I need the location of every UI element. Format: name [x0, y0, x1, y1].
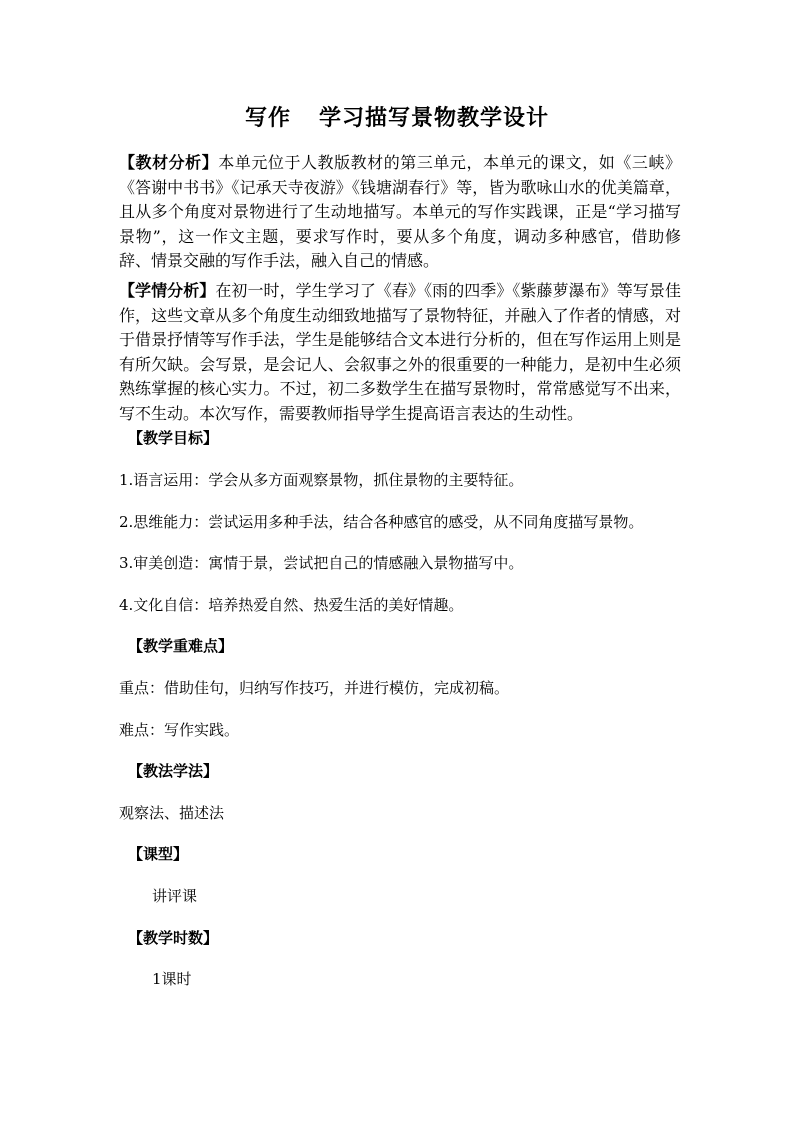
hours-heading: 【教学时数】 — [128, 929, 219, 947]
goal-item: 4.文化自信：培养热爱自然、热爱生活的美好情趣。 — [119, 596, 464, 614]
material-analysis-label: 【教材分析】 — [119, 153, 219, 172]
goal-item: 2.思维能力：尝试运用多种手法，结合各种感官的感受，从不同角度描写景物。 — [119, 513, 644, 531]
title-part-1: 写作 — [244, 105, 291, 131]
methods-text: 观察法、描述法 — [119, 804, 225, 822]
key-points-heading: 【教学重难点】 — [128, 637, 234, 655]
material-analysis-text: 本单元位于人教版教材的第三单元，本单元的课文，如《三峡》《答谢中书书》《记承天寺夜游》《钱塘湖春行》等，皆为歌咏山水的优美篇章，且从多个角度对景物进行了生动地描写。本单元的写作实践课，正是“学习描写景物”，这一作文主题，要求写作时，要从多个角度，调动多种感官，借助修辞、情景交融的写作手法，融入自己的情感。 — [119, 153, 681, 271]
material-analysis-paragraph — [119, 151, 681, 274]
student-analysis-paragraph — [119, 279, 681, 427]
student-analysis-text: 在初一时，学生学习了《春》《雨的四季》《紫藤萝瀑布》等写景佳作，这些文章从多个角度生动细致地描写了景物特征，并融入了作者的情感，对于借景抒情等写作手法，学生是能够结合文本进行分析的，但在写作运用上则是有所欠缺。会写景，是会记人、会叙事之外的很重要的一种能力，是初中生必须熟练掌握的核心实力。不过，初二多数学生在描写景物时，常常感觉写不出来，写不生动。本次写作，需要教师指导学生提高语言表达的生动性。 — [119, 281, 681, 423]
hours-text: 1课时 — [152, 970, 192, 988]
document-title — [0, 101, 794, 132]
goals-heading: 【教学目标】 — [128, 429, 219, 447]
goal-item: 1.语言运用：学会从多方面观察景物，抓住景物的主要特征。 — [119, 471, 524, 489]
title-part-2: 学习描写景物教学设计 — [319, 105, 550, 131]
goal-item: 3.审美创造：寓情于景，尝试把自己的情感融入景物描写中。 — [119, 554, 524, 572]
methods-heading: 【教法学法】 — [128, 762, 219, 780]
key-point-focus: 重点：借助佳句，归纳写作技巧，并进行模仿，完成初稿。 — [119, 679, 510, 697]
student-analysis-label: 【学情分析】 — [119, 281, 216, 300]
key-point-difficulty: 难点：写作实践。 — [119, 721, 240, 739]
lesson-type-text: 讲评课 — [152, 887, 198, 905]
lesson-type-heading: 【课型】 — [128, 845, 189, 863]
